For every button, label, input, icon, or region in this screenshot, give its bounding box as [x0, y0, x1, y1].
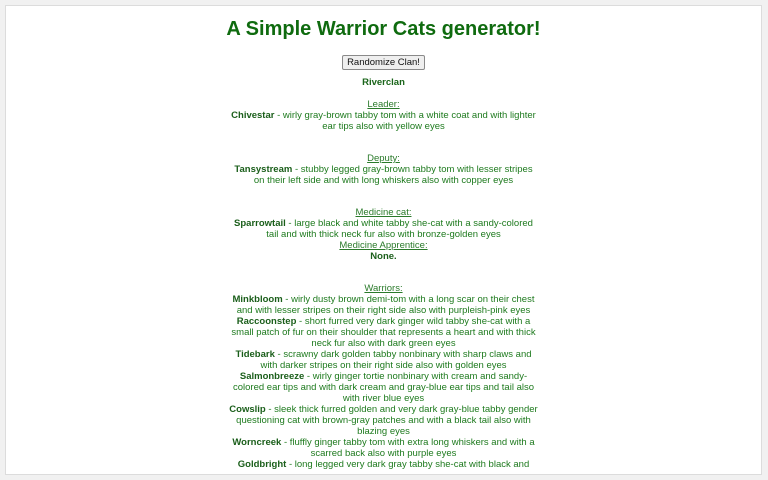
warrior-name: Minkbloom — [232, 294, 283, 305]
warrior-name: Goldbright — [237, 459, 287, 470]
deputy-entry — [229, 164, 539, 186]
randomize-clan-button[interactable]: Randomize Clan! — [342, 55, 425, 70]
page-title: A Simple Warrior Cats generator! — [226, 18, 541, 40]
warrior-entry — [229, 371, 539, 404]
warrior-entry — [229, 349, 539, 371]
leader-entry — [229, 110, 539, 132]
medicine-apprentice-value: None. — [370, 251, 397, 262]
warrior-name: Salmonbreeze — [239, 371, 305, 382]
warrior-entry — [229, 459, 539, 470]
warrior-name: Worncreek — [232, 437, 282, 448]
medicine-apprentice-heading: Medicine Apprentice: — [339, 240, 428, 251]
warrior-description: - scrawny dark golden tabby nonbinary with sharp claws and with darker stripes on their right side also with golden eyes — [260, 349, 532, 371]
leader-description: - wirly gray-brown tabby tom with a white coat and with lighter ear tips also with yellow eyes — [274, 110, 536, 132]
medicine-cat-entry — [229, 218, 539, 240]
warrior-name: Tidebark — [235, 349, 275, 360]
clan-name: Riverclan — [362, 77, 405, 88]
warrior-description: - wirly dusty brown demi-tom with a long scar on their chest and with lesser stripes on their right side also with purpleish-pink eyes — [236, 294, 535, 316]
warrior-description: - short furred very dark ginger wild tabby she-cat with a small patch of fur on their shoulder that represents a heart and with thick neck fur also with dark green eyes — [231, 316, 536, 349]
warrior-description: - sleek thick furred golden and very dark gray-blue tabby gender questioning cat with brown-gray patches and with a black tail also with blazing eyes — [236, 404, 538, 437]
warrior-description: - fluffly ginger tabby tom with extra long whiskers and with a scarred back also with purple eyes — [281, 437, 535, 459]
deputy-description: - stubby legged gray-brown tabby tom with lesser stripes on their left side and with long whiskers also with copper eyes — [253, 164, 533, 186]
page-card — [5, 5, 762, 475]
warrior-entry — [229, 437, 539, 459]
leader-heading: Leader: — [367, 99, 400, 110]
warrior-name: Raccoonstep — [236, 316, 297, 327]
warrior-entry — [229, 294, 539, 316]
warrior-description: - wirly ginger tortie nonbinary with cream and sandy-colored ear tips and with dark cream and gray-blue ear tips and tail also with river blue eyes — [233, 371, 534, 404]
medicine-cat-description: - large black and white tabby she-cat with a sandy-colored tail and with thick neck fur also with bronze-golden eyes — [266, 218, 533, 240]
deputy-heading: Deputy: — [367, 153, 400, 164]
medicine-cat-name: Sparrowtail — [234, 218, 286, 229]
warrior-entry — [229, 404, 539, 437]
warrior-name: Cowslip — [229, 404, 266, 415]
warrior-entry — [229, 316, 539, 349]
generator-content — [226, 17, 541, 470]
deputy-name: Tansystream — [234, 164, 293, 175]
warriors-heading: Warriors: — [364, 283, 403, 294]
medicine-cat-heading: Medicine cat: — [355, 207, 412, 218]
warrior-description: - long legged very dark gray tabby she-cat with black and — [286, 459, 530, 470]
leader-name: Chivestar — [231, 110, 275, 121]
